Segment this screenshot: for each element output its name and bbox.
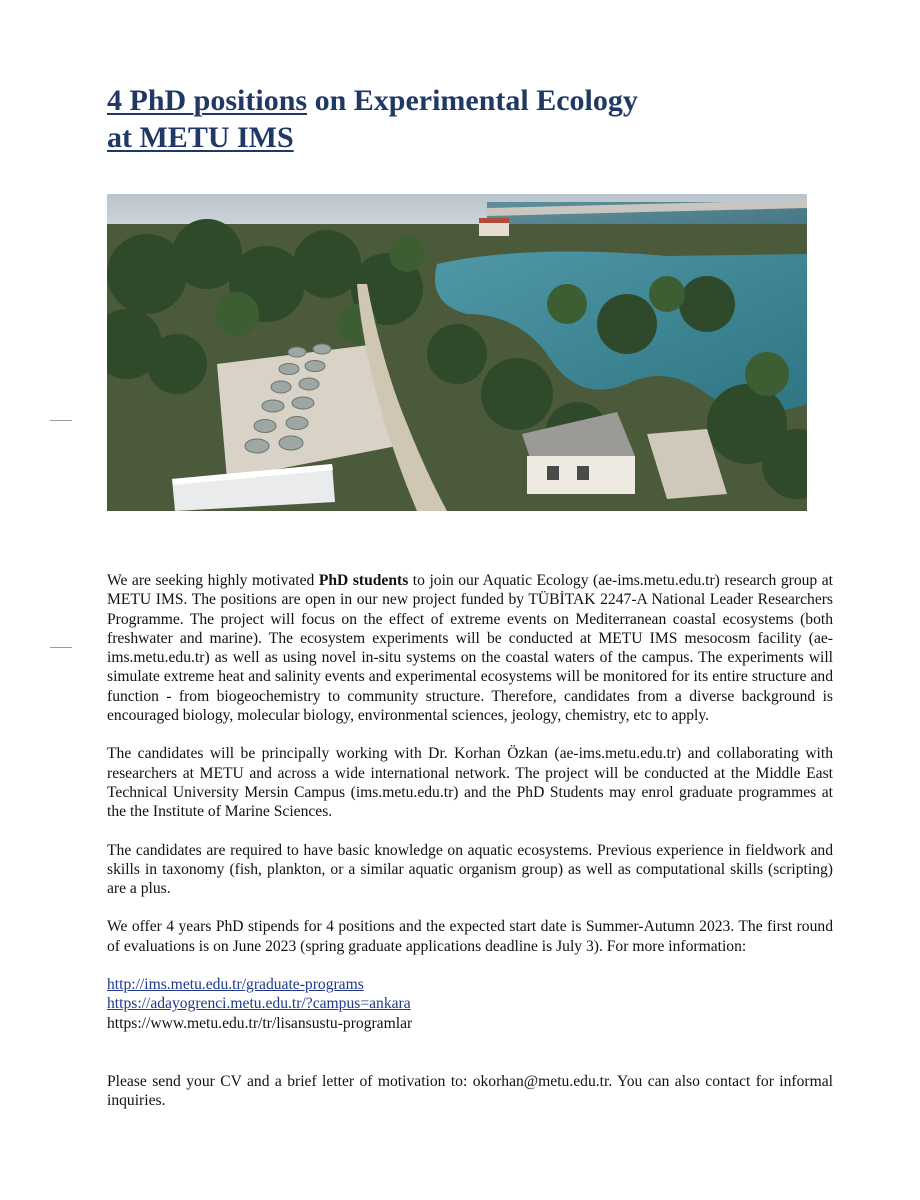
body-text	[107, 571, 833, 1130]
title-rest: on Experimental Ecology	[307, 84, 638, 117]
link-adayogrenci[interactable]: https://adayogrenci.metu.edu.tr/?campus=ankara	[107, 995, 411, 1013]
link-graduate-programs[interactable]: http://ims.metu.edu.tr/graduate-programs	[107, 976, 364, 994]
margin-mark	[50, 420, 72, 421]
paragraph-contact: Please send your CV and a brief letter of motivation to: okorhan@metu.edu.tr. You can also contact for informal inquiries.	[107, 1072, 833, 1110]
title-highlight: 4 PhD positions	[107, 84, 308, 117]
aerial-photo	[107, 194, 807, 511]
paragraph-offer: We offer 4 years PhD stipends for 4 positions and the expected start date is Summer-Autumn 2023. The first round of evaluations is on June 2023 (spring graduate applications deadline is July 3). For more information:	[107, 918, 833, 955]
paragraph-requirements: The candidates are required to have basic knowledge on aquatic ecosystems. Previous experience in fieldwork and skills in taxonomy (fish, plankton, or a similar aquatic organism group) as well as computational skills (scripting) are a plus.	[107, 841, 833, 898]
margin-mark	[50, 647, 72, 648]
title-line2: at METU IMS	[107, 121, 294, 154]
link-lisansustu: https://www.metu.edu.tr/tr/lisansustu-programlar	[107, 1014, 413, 1032]
paragraph-intro: We are seeking highly motivated PhD students to join our Aquatic Ecology (ae-ims.metu.edu.tr) research group at METU IMS. The positions are open in our new project funded by TÜBİTAK 2247-A National Leader Researchers Programme. The project will focus on the effect of extreme events on Mediterranean coastal ecosystems (both freshwater and marine). The ecosystem experiments will be conducted at METU IMS mesocosm facility (ae-ims.metu.edu.tr) as well as using novel in-situ systems on the coastal waters of the campus. The experiments will simulate extreme heat and salinity events and experimental ecosystems will be monitored for its entire structure and function - from biogeochemistry to community structure. Therefore, candidates from a diverse background is encouraged biology, molecular biology, environmental sciences, jeology, chemistry, etc to apply.	[107, 572, 833, 725]
paragraph-supervisor: The candidates will be principally working with Dr. Korhan Özkan (ae-ims.metu.edu.tr) and collaborating with researchers at METU and across a wide international network. The project will be conducted at the Middle East Technical University Mersin Campus (ims.metu.edu.tr) and the PhD Students may enrol graduate programmes at the the Institute of Marine Sciences.	[107, 745, 833, 821]
bold-phd-students: PhD students	[318, 572, 409, 589]
page-title	[107, 82, 827, 156]
links-list	[107, 975, 833, 1033]
